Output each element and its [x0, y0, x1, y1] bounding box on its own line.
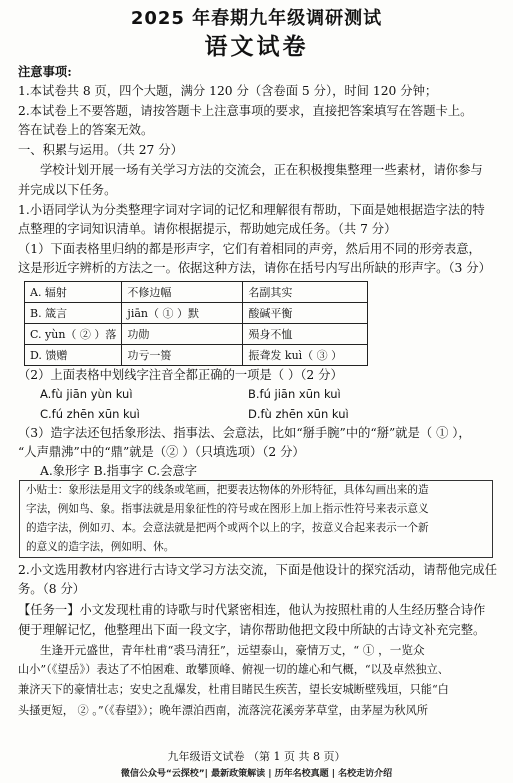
- exam-subtitle: 语文试卷: [204, 34, 309, 60]
- table-row: [25, 345, 368, 366]
- page-footer: 九年级语文试卷 （第 1 页 共 8 页）: [167, 750, 346, 763]
- q1-option-d: D.fù zhēn xūn kuì: [248, 407, 349, 421]
- q1-option-b: B.fú jiān xūn kuì: [248, 387, 341, 401]
- table-cell: 振聋发 kuì（ ③ ）: [243, 345, 368, 366]
- table-cell: B. 箴言: [25, 303, 122, 324]
- q2-para-line-3: 兼济天下的豪情壮志；安史之乱爆发，杜甫目睹民生疾苦，望长安城断壁残垣，只能“白: [18, 683, 449, 696]
- tip-line-1: 小贴士：象形法是用文字的线条或笔画，把要表达物体的外形特征，具体勾画出来的造: [26, 484, 429, 496]
- q1-sub1-line-2: 这是形近字辨析的方法之一。依据这种方法，请你在括号内写出所缺的形声字。（3 分）: [18, 261, 491, 275]
- section-1-heading: 一、积累与运用。（共 27 分）: [18, 143, 183, 157]
- q2-stem-line-1: 2.小文选用教材内容进行古诗文学习方法交流，下面是他设计的探究活动，请帮他完成任: [18, 563, 498, 577]
- notice-item-2-line-1: 2.本试卷上不要答题，请按答题卡上注意事项的要求，直接把答案填写在答题卡上。: [18, 104, 473, 118]
- q1-sub3-line-2: “人声鼎沸”中的“鼎”就是（② ）（只填选项）（2 分）: [18, 445, 305, 459]
- table-cell: 不修边幅: [122, 282, 243, 303]
- q1-sub3-line-1: （3）造字法还包括象形法、指事法、会意法，比如“掰手腕”中的“掰”就是（ ① ），: [18, 426, 471, 440]
- q2-task-line-1: 【任务一】小文发现杜甫的诗歌与时代紧密相连，他认为按照杜甫的人生经历整合诗作: [18, 603, 486, 617]
- section-1-intro-line-2: 并完成以下任务。: [18, 183, 117, 197]
- q2-task-line-2: 便于理解记忆，他整理出下面一段文字，请你帮助他把文段中所缺的古诗文补充完整。: [18, 623, 486, 637]
- notice-heading: 注意事项:: [18, 64, 72, 79]
- exam-title: 2025 年春期九年级调研测试: [130, 8, 383, 29]
- q1-sub1-line-1: （1）下面表格里归纳的都是形声字，它们有着相同的声旁，然后用不同的形旁表意，: [18, 242, 481, 256]
- q1-sub2: （2）上面表格中划线字注音全都正确的一项是（ ）（2 分）: [18, 368, 343, 382]
- table-cell: C. yùn（ ② ）落: [25, 324, 122, 345]
- phono-semantic-table: [24, 281, 368, 366]
- table-cell: 功勋: [122, 324, 243, 345]
- table-cell: jiān（ ① ）默: [122, 303, 243, 324]
- table-row: [25, 324, 368, 345]
- table-cell: D. 馈赠: [25, 345, 122, 366]
- table-cell: A. 辐射: [25, 282, 122, 303]
- q2-stem-line-2: 务。（8 分）: [18, 582, 86, 596]
- q2-para-line-4: 头搔更短， ② 。”（《春望》）；晚年漂泊西南，流落浣花溪旁茅草堂，由茅屋为秋风所: [18, 704, 428, 717]
- q2-para-line-2: 山小”（《望岳》）表达了不怕困难、敢攀顶峰、俯视一切的雄心和气概，“以及卓然独立、: [18, 663, 449, 676]
- table-row: [25, 282, 368, 303]
- q1-option-c: C.fú zhēn xūn kuì: [40, 407, 140, 421]
- q1-stem-line-2: 点整理的字词知识清单。请你根据提示，帮助她完成任务。（共 7 分）: [18, 222, 397, 236]
- q1-option-a: A.fù jiān yùn kuì: [40, 387, 133, 401]
- table-cell: 酸碱平衡: [243, 303, 368, 324]
- table-row: [25, 303, 368, 324]
- section-1-intro-line-1: 学校计划开展一场有关学习方法的交流会，正在积极搜集整理一些素材，请你参与: [40, 163, 483, 177]
- q1-stem-line-1: 1.小语同学认为分类整理字词对字词的记忆和理解很有帮助，下面是她根据造字法的特: [18, 203, 485, 217]
- tip-line-3: 的造字法，例如刃、本。会意法就是把两个或两个以上的字，按意义合起来表示一个新: [26, 522, 429, 534]
- notice-item-2-line-2: 答在试卷上的答案无效。: [18, 123, 154, 137]
- wechat-banner: 微信公众号“云探校”| 最新政策解读 | 历年名校真题 | 名校走访介绍: [120, 769, 393, 779]
- tip-line-2: 字法，例如鸟、象。指事法就是用象征性的符号或在图形上加上指示性符号来表示意义: [26, 503, 429, 515]
- tip-box: [19, 480, 493, 558]
- table-cell: 名副其实: [243, 282, 368, 303]
- q1-sub3-choices: A.象形字 B.指事字 C.会意字: [40, 464, 198, 478]
- q2-para-line-1: 生逢开元盛世，青年杜甫“裘马清狂”，远望泰山，豪情万丈，“ ① ，一览众: [40, 643, 425, 657]
- table-cell: 功亏一篑: [122, 345, 243, 366]
- tip-line-4: 的意义的造字法，例如明、休。: [26, 541, 175, 553]
- table-cell: 殒身不恤: [243, 324, 368, 345]
- notice-item-1: 1.本试卷共 8 页，四个大题，满分 120 分（含卷面 5 分），时间 120 分钟；: [18, 84, 438, 98]
